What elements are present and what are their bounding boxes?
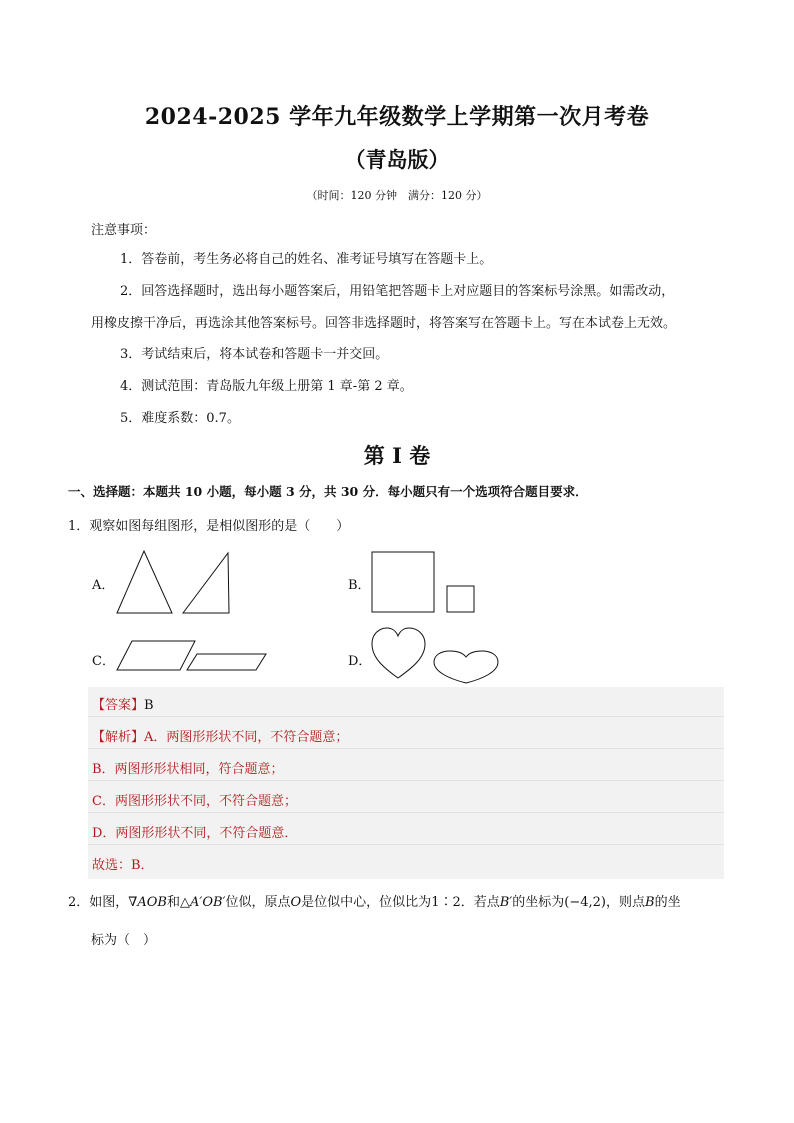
answer-value: B: [144, 698, 154, 713]
exam-subtitle: （青岛版）: [344, 147, 450, 172]
answer-analysis-box: [88, 687, 724, 879]
analysis-line-a: A．两图形形状不同，不符合题意；: [144, 730, 349, 745]
exam-title: 2024-2025 学年九年级数学上学期第一次月考卷: [144, 104, 650, 130]
option-b-squares: [371, 551, 477, 615]
answer-label: 【答案】: [92, 698, 145, 713]
time-info: （时间：120 分钟 满分：120 分）: [306, 189, 488, 202]
answer-row: [88, 687, 724, 717]
analysis-row-c: [88, 783, 724, 813]
analysis-row-d: [88, 815, 724, 845]
option-c-parallelograms: [116, 639, 268, 673]
triangle-aob: ∇AOB: [128, 895, 167, 910]
notice-heading: 注意事项：: [91, 223, 157, 238]
point-b-prime: B′: [499, 895, 513, 910]
conclusion-row: [88, 847, 724, 877]
analysis-line-d: D．两图形形状不同，不符合题意．: [92, 826, 298, 841]
analysis-label: 【解析】: [92, 730, 145, 745]
analysis-row-b: [88, 751, 724, 781]
analysis-row-a: [88, 719, 724, 749]
triangle-a-prime-ob-prime: △A′OB′: [179, 895, 226, 910]
option-d-label: D．: [348, 654, 372, 669]
similarity-ratio: 1∶2: [431, 895, 461, 910]
notice-item-3: 3．考试结束后，将本试卷和答题卡一并交回。: [120, 347, 389, 362]
notice-item-2: 2．回答选择题时，选出每小题答案后，用铅笔把答题卡上对应题目的答案标号涂黑。如需改动，: [120, 284, 675, 299]
option-d-hearts: [370, 626, 502, 686]
notice-item-4: 4．测试范围：青岛版九年级上册第 1 章-第 2 章。: [120, 379, 413, 394]
analysis-conclusion: 故选：B．: [92, 858, 154, 873]
notice-item-1: 1．答卷前，考生务必将自己的姓名、准考证号填写在答题卡上。: [120, 252, 493, 267]
notice-item-5: 5．难度系数：0.7。: [120, 411, 240, 426]
question-1-stem: 1．观察如图每组图形，是相似图形的是（ ）: [68, 519, 350, 534]
option-c-label: C．: [92, 654, 115, 669]
section-title: 第 I 卷: [363, 443, 431, 468]
analysis-line-c: C．两图形形状不同，不符合题意；: [92, 794, 297, 809]
option-b-label: B．: [348, 578, 371, 593]
coordinate: (−4,2): [564, 895, 606, 910]
option-a-label: A．: [92, 578, 115, 593]
analysis-line-b: B．两图形形状相同，符合题意；: [92, 762, 284, 777]
question-2-stem: 2．如图，∇AOB和△A′OB′位似，原点O是位似中心，位似比为1∶2．若点B′的坐标为(−4,2)，则点B的坐: [68, 895, 681, 910]
point-o: O: [290, 895, 302, 910]
question-2-stem-cont: 标为（ ）: [91, 933, 157, 948]
point-b: B: [645, 895, 655, 910]
option-a-triangles: [116, 549, 232, 615]
notice-item-2-cont: 用橡皮擦干净后，再选涂其他答案标号。回答非选择题时，将答案写在答题卡上。写在本试卷上无效。: [91, 316, 677, 331]
part-one-instructions: 一、选择题：本题共 10 小题，每小题 3 分，共 30 分．每小题只有一个选项符合题目要求．: [68, 484, 588, 499]
